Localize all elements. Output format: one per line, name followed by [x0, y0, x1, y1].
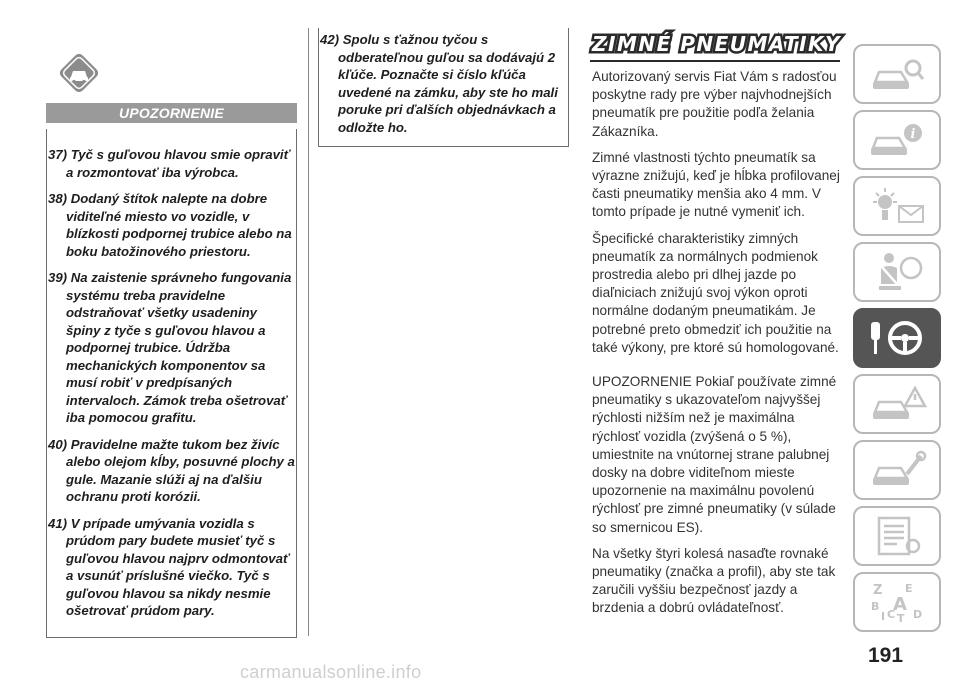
watermark: carmanualsonline.info [240, 662, 422, 682]
warning-note: 37) Tyč s guľovou hlavou smie opraviť a rozmontovať iba výrobca. [48, 147, 290, 180]
column-divider [308, 28, 309, 636]
tab-seatbelt-airbag[interactable] [853, 242, 941, 302]
warning-notes-continued [320, 31, 567, 145]
alphabet-index-icon [867, 580, 927, 624]
tab-alphabet-index[interactable] [853, 572, 941, 632]
tab-technical-data[interactable] [853, 506, 941, 566]
index-letter: T [897, 612, 905, 624]
car-service-icon [867, 448, 927, 492]
paragraph: UPOZORNENIE Pokiaľ používate zimné pneumatiky s ukazovateľom najvyššej rýchlosti nižším než je maximálna rýchlosť vozidla (zvýšená o 5 %), umiestnite na vnútornej strane palubnej dosky na dobre viditeľnom mieste upozornenie na maximálnu povolenú rýchlosť pre zimné pneumatiky (v súlade so smernicou ES). [592, 374, 837, 535]
section-body [592, 68, 844, 626]
warning-note: 39) Na zaistenie správneho fungovania systému treba pravidelne odstraňovať všetky usadeniny špiny z tyče s guľovou hlavou a podpornej trubice. Údržba mechanických komponentov sa musí robiť v predpísaných intervaloch. Zámok treba ošetrovať iba pomocou grafitu. [48, 270, 292, 425]
index-letter: Z [873, 583, 883, 598]
page-number: 191 [868, 644, 904, 667]
index-letter: A [893, 594, 907, 615]
warning-title: UPOZORNENIE [46, 103, 297, 123]
seatbelt-airbag-icon [867, 250, 927, 294]
warning-note: 42) Spolu s ťažnou tyčou s odberateľnou guľou sa dodávajú 2 kľúče. Poznačte si číslo kľúča uvedené na zámku, aby ste ho mali poruke pri ďalších objednávkach a odložte ho. [320, 32, 558, 135]
index-letter: B [871, 600, 880, 613]
tab-key-steering-wheel[interactable] [853, 308, 941, 368]
tab-car-service[interactable] [853, 440, 941, 500]
index-letter: I [881, 610, 886, 623]
tab-car-breakdown[interactable] [853, 374, 941, 434]
title-underline [590, 60, 840, 62]
index-letter: C [887, 608, 896, 621]
index-letter: E [905, 582, 913, 595]
tab-warning-lights[interactable] [853, 176, 941, 236]
tab-car-search[interactable] [853, 44, 941, 104]
car-info-icon [867, 118, 927, 162]
technical-data-icon [867, 514, 927, 558]
paragraph: Špecifické charakteristiky zimných pneumatík za normálnych podmienok prostredia alebo pri dlhej jazde po diaľniciach znižujú svoj výkon oproti normálne dodaným pneumatikám. Je potrebné preto obmedziť ich použitie na také výkony, pre ktoré sú homologované. [592, 230, 839, 355]
section-title: ZIMNÉ PNEUMATIKY [592, 32, 842, 56]
tab-car-info[interactable] [853, 110, 941, 170]
paragraph: Autorizovaný servis Fiat Vám s radosťou poskytne rady pre výber najvhodnejších pneumatík pre použitie podľa želania Zákazníka. [592, 69, 837, 139]
key-steering-wheel-icon [867, 316, 927, 360]
car-breakdown-icon [867, 382, 927, 426]
warning-note: 40) Pravidelne mažte tukom bez živíc alebo olejom kĺby, posuvné plochy a gule. Mazanie slúži aj na ďalšiu ochranu proti korózii. [48, 436, 295, 504]
warning-note: 41) V prípade umývania vozidla s prúdom pary budete musieť tyč s guľovou hlavou najprv odmontovať a vsunúť príslušné viečko. Tyč s guľovou hlavou sa nikdy nesmie ošetrovať prúdom pary. [48, 515, 290, 618]
index-letter: D [913, 608, 923, 621]
car-search-icon [867, 52, 927, 96]
warning-notes [48, 146, 295, 629]
svg-text:i: i [910, 127, 916, 142]
paragraph: Zimné vlastnosti týchto pneumatík sa výrazne znižujú, keď je hĺbka profilovanej časti pneumatiky menšia ako 4 mm. V tomto prípade je nutné vymeniť ich. [592, 149, 840, 220]
paragraph: Na všetky štyri kolesá nasaďte rovnaké pneumatiky (značka a profil), aby ste tak zaručili vyššiu bezpečnosť jazdy a brzdenia a dobrú ovládateľnosť. [592, 545, 836, 616]
warning-car-icon [56, 50, 102, 94]
warning-note: 38) Dodaný štítok nalepte na dobre viditeľné miesto vo vozidle, v blízkosti podpornej trubice alebo na boku batožinového priestoru. [48, 191, 292, 259]
warning-lights-icon [867, 184, 927, 228]
